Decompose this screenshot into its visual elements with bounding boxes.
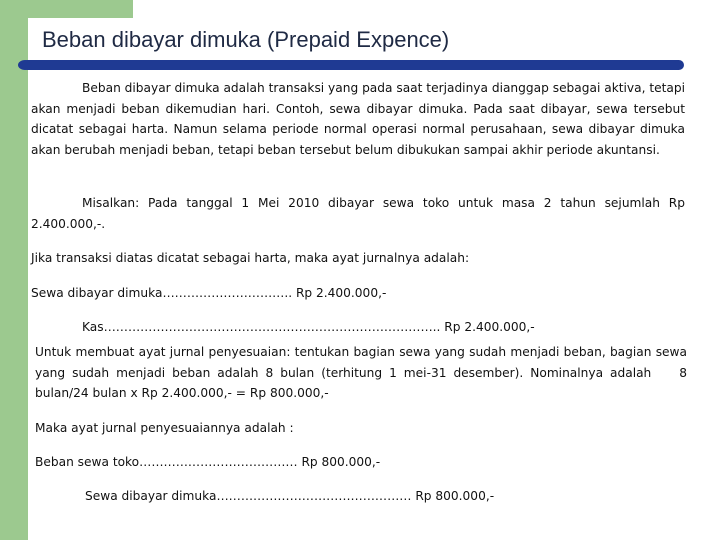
title-rule	[22, 60, 684, 70]
journal2-debit-line: Beban sewa toko………………………………… Rp 800.000,-	[35, 455, 381, 469]
top-accent-bar	[28, 0, 133, 18]
paragraph-asset-entry-intro: Jika transaksi diatas dicatat sebagai harta, maka ayat jurnalnya adalah:	[31, 251, 470, 265]
journal1-credit-line: Kas……………………………………………………………………….. Rp 2.400.000,-	[82, 320, 535, 334]
journal2-credit-line: Sewa dibayar dimuka………………………………………… Rp 800.000,-	[85, 489, 495, 503]
slide-title: Beban dibayar dimuka (Prepaid Expence)	[42, 27, 450, 52]
paragraph-adjustment-calc: 8 bulan/24 bulan x Rp 2.400.000,- = Rp 800.000,-	[35, 365, 688, 400]
paragraph-adjustment-entry-intro: Maka ayat jurnal penyesuaiannya adalah :	[35, 421, 294, 435]
paragraph-adjustment	[35, 342, 687, 404]
paragraph-example: Misalkan: Pada tanggal 1 Mei 2010 dibayar sewa toko untuk masa 2 tahun sejumlah Rp 2.400.000,-.	[31, 196, 685, 231]
left-accent-bar	[0, 0, 28, 540]
journal1-debit-line: Sewa dibayar dimuka………………………….. Rp 2.400.000,-	[31, 286, 387, 300]
paragraph-adjustment-text: Untuk membuat ayat jurnal penyesuaian: tentukan bagian sewa yang sudah menjadi beban, bagian sewa yang sudah menjadi beban adalah 8 bulan (terhitung 1 mei-31 desember). Nominalnya adalah	[35, 345, 687, 380]
paragraph-definition: Beban dibayar dimuka adalah transaksi yang pada saat terjadinya dianggap sebagai aktiva, tetapi akan menjadi beban dikemudian hari. Contoh, sewa dibayar dimuka. Pada saat dibayar, sewa tersebut dicatat sebagai harta. Namun selama periode normal operasi normal perusahaan, sewa dibayar dimuka akan berubah menjadi beban, tetapi beban tersebut belum dibukukan sampai akhir periode akuntansi.	[31, 81, 685, 157]
